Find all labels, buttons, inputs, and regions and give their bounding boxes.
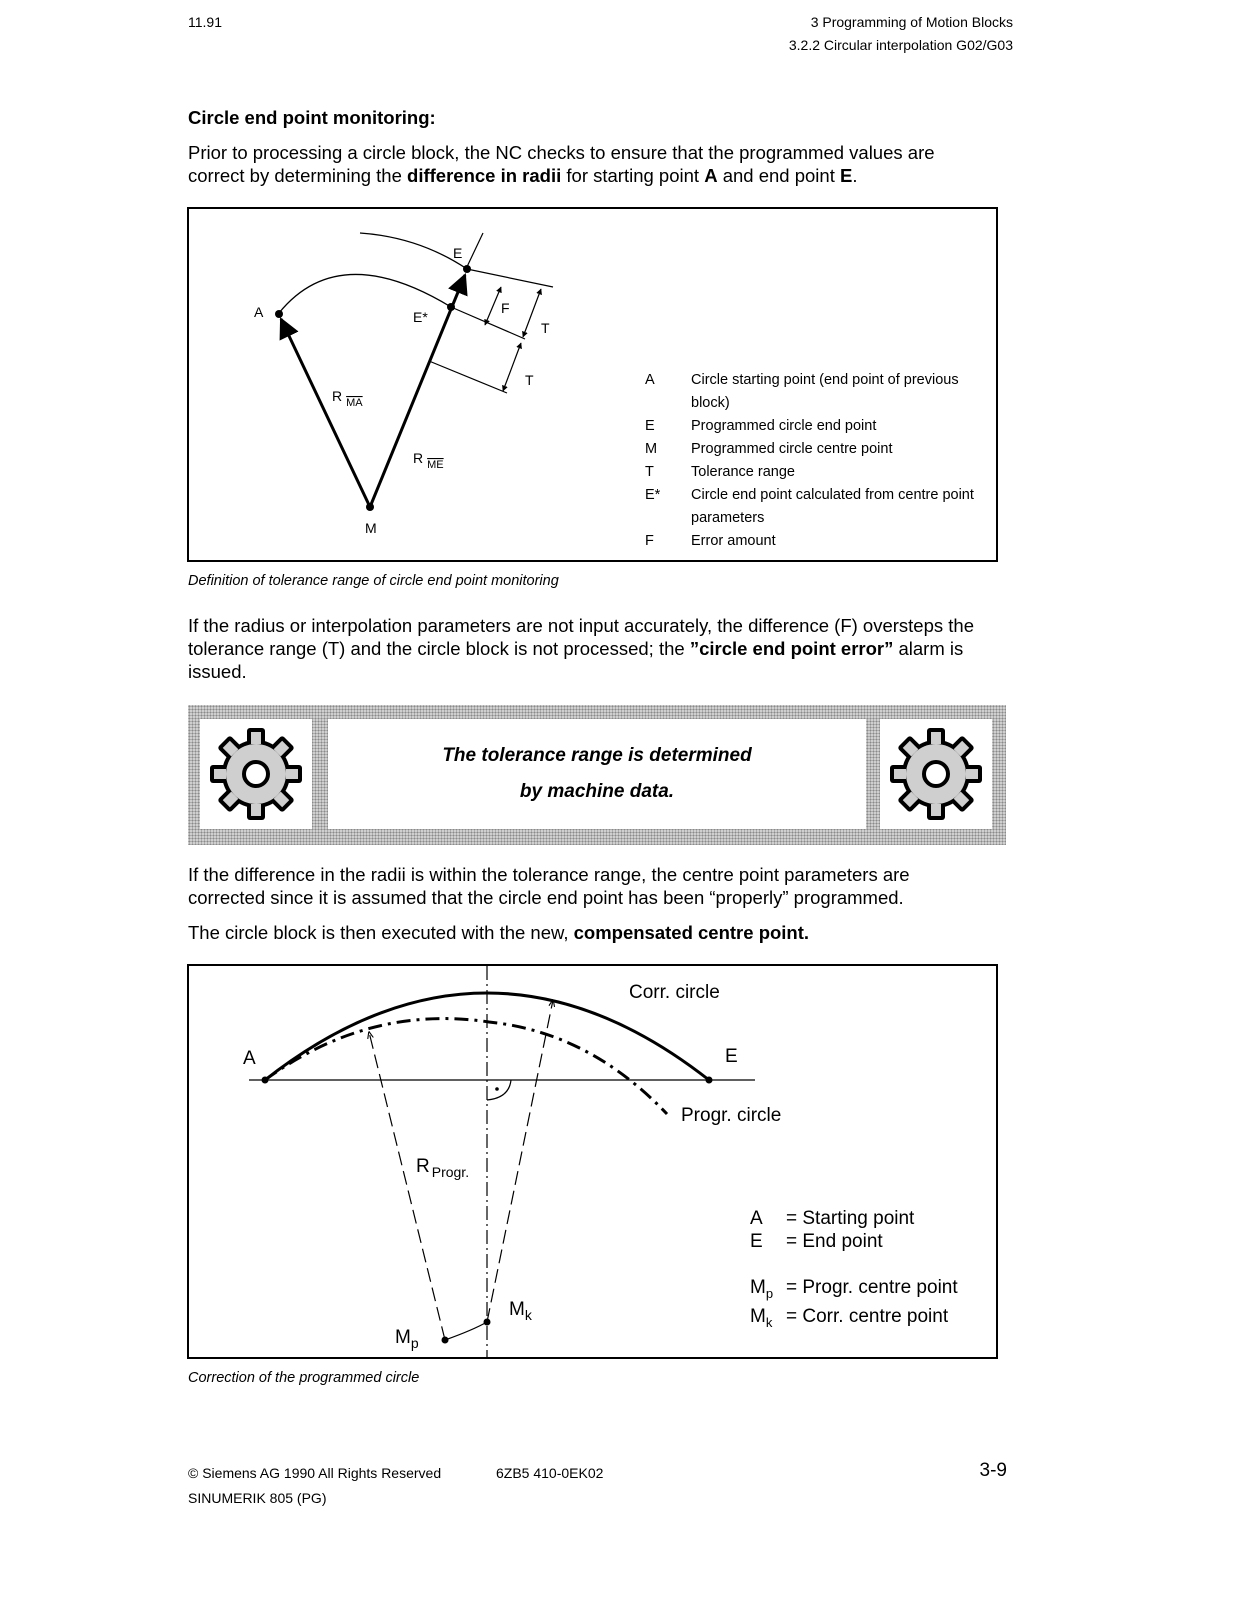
footer-order-number: 6ZB5 410-0EK02 xyxy=(496,1465,604,1481)
label-E: E xyxy=(453,245,463,261)
point-A xyxy=(262,1077,269,1084)
label-E-star: E* xyxy=(413,309,428,325)
figure2-legend xyxy=(750,1207,990,1334)
legend-row-T: T Tolerance range xyxy=(645,464,795,480)
label-Mp: $M_p$ xyxy=(395,1327,419,1351)
intro-text-2: for starting point xyxy=(561,165,705,186)
intro-bold-A: A xyxy=(704,165,718,186)
legend2-row-Mp: $M_p$ = Progr. centre point xyxy=(750,1277,958,1301)
label-R-ME: R $_{ME}$ xyxy=(413,450,444,471)
legend2-row-E: E = End point xyxy=(750,1231,883,1252)
point-Mp xyxy=(442,1337,449,1344)
label-R-progr: R $_{Progr.}$ xyxy=(416,1156,470,1180)
intro-text-4: . xyxy=(852,165,858,186)
header-section: 3.2.2 Circular interpolation G02/G03 xyxy=(788,37,1013,53)
label-A: A xyxy=(243,1048,256,1069)
header-date: 11.91 xyxy=(188,14,222,30)
figure-circle-correction xyxy=(187,964,998,1359)
point-E xyxy=(706,1077,713,1084)
alarm-text-1: If the radius or interpolation parameters are not input accurately, the difference (F) oversteps the tolerance range (T) and the circle block is not processed; the xyxy=(188,615,974,659)
section-heading: Circle end point monitoring: xyxy=(188,107,436,128)
intro-bold-difference: difference in radii xyxy=(407,165,562,186)
execution-paragraph xyxy=(188,921,988,944)
gear-icon xyxy=(880,719,992,829)
correction-paragraph: If the difference in the radii is within the tolerance range, the centre point parameters are corrected since it is assumed that the circle end point has been “properly” programmed. xyxy=(188,864,910,908)
point-Mk xyxy=(484,1319,491,1326)
figure-tolerance-range xyxy=(187,207,998,562)
label-T-upper: T xyxy=(541,320,550,336)
page-number: 3-9 xyxy=(979,1460,1007,1481)
point-A xyxy=(275,310,283,318)
label-A: A xyxy=(254,304,264,320)
figure2-caption: Correction of the programmed circle xyxy=(188,1370,420,1386)
intro-text-3: and end point xyxy=(717,165,840,186)
execution-bold: compensated centre point. xyxy=(573,922,810,943)
note-right-panel xyxy=(880,719,992,829)
label-R-MA: R $_{MA}$ xyxy=(332,388,363,409)
alarm-text-2: alarm is issued. xyxy=(188,638,964,682)
legend-row-E-star: E* Circle end point calculated from centre point parameters xyxy=(645,487,974,526)
legend-row-A: A Circle starting point (end point of previous block) xyxy=(645,372,959,411)
footer-copyright: © Siemens AG 1990 All Rights Reserved xyxy=(188,1465,442,1481)
intro-paragraph xyxy=(188,141,988,187)
label-F: F xyxy=(501,300,510,316)
figure1-caption: Definition of tolerance range of circle end point monitoring xyxy=(188,573,559,589)
footer-product: SINUMERIK 805 (PG) xyxy=(188,1490,327,1506)
point-E-star xyxy=(447,303,455,311)
label-progr-circle: Progr. circle xyxy=(681,1105,782,1126)
label-corr-circle: Corr. circle xyxy=(629,982,720,1003)
legend-row-E: E Programmed circle end point xyxy=(645,418,877,434)
point-E xyxy=(463,265,471,273)
note-left-panel xyxy=(200,719,312,829)
note-line-2: by machine data. xyxy=(519,781,675,802)
legend-row-F: F Error amount xyxy=(645,533,776,549)
figure1-legend xyxy=(645,369,985,553)
label-Mk: $M_k$ xyxy=(509,1299,532,1323)
intro-text-1: Prior to processing a circle block, the NC checks to ensure that the programmed values are correct by determining the xyxy=(188,142,935,186)
gear-icon xyxy=(200,719,312,829)
execution-text: The circle block is then executed with the new, xyxy=(188,922,574,943)
point-M xyxy=(366,503,374,511)
note-line-1: The tolerance range is determined xyxy=(442,745,752,766)
legend-row-M: M Programmed circle centre point xyxy=(645,441,893,457)
alarm-paragraph xyxy=(188,614,988,683)
header-chapter: 3 Programming of Motion Blocks xyxy=(810,14,1013,30)
machine-data-note xyxy=(188,705,1006,845)
legend2-row-Mk: $M_k$ = Corr. centre point xyxy=(750,1305,949,1330)
alarm-bold: ”circle end point error” xyxy=(689,638,894,659)
label-M: M xyxy=(365,520,377,536)
label-T-lower: T xyxy=(525,372,534,388)
note-text-panel xyxy=(328,719,866,829)
legend2-row-A: A = Starting point xyxy=(750,1208,915,1229)
label-E: E xyxy=(725,1046,738,1067)
intro-bold-E: E xyxy=(839,165,853,186)
